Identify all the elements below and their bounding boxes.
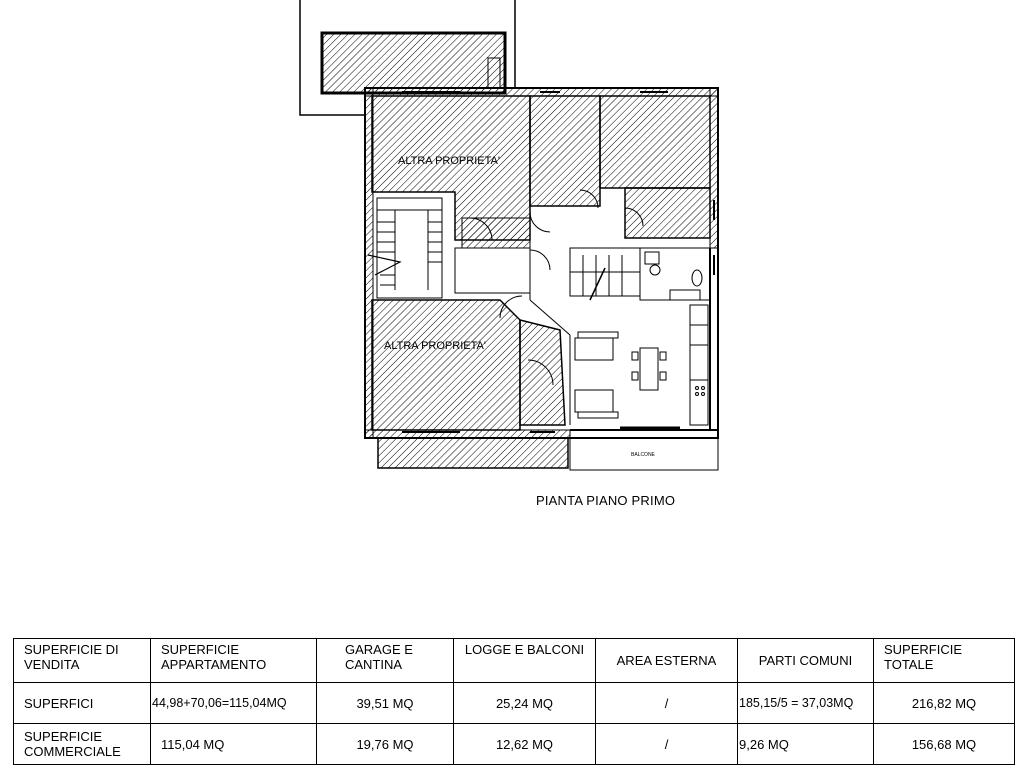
balcony-label: BALCONE bbox=[631, 452, 655, 458]
table-cell: 9,26 MQ bbox=[738, 724, 874, 765]
table-cell: 19,76 MQ bbox=[317, 724, 454, 765]
header-cell: SUPERFICIE APPARTAMENTO bbox=[151, 639, 317, 683]
room-label: ALTRA PROPRIETA' bbox=[398, 155, 500, 167]
table-row bbox=[14, 724, 1015, 765]
table-cell: / bbox=[596, 724, 738, 765]
table-cell: / bbox=[596, 683, 738, 724]
staircase-left bbox=[368, 198, 442, 298]
header-cell: GARAGE E CANTINA bbox=[317, 639, 454, 683]
header-cell: SUPERFICIE TOTALE bbox=[874, 639, 1015, 683]
hatched-areas bbox=[372, 96, 710, 468]
table-cell: 185,15/5 = 37,03MQ bbox=[738, 683, 874, 724]
table-cell: SUPERFICI bbox=[14, 683, 151, 724]
balcony bbox=[570, 428, 718, 470]
table-row bbox=[14, 683, 1015, 724]
table-cell: SUPERFICIE COMMERCIALE bbox=[14, 724, 151, 765]
table-cell: 156,68 MQ bbox=[874, 724, 1015, 765]
header-cell: AREA ESTERNA bbox=[596, 639, 738, 683]
table-cell: 25,24 MQ bbox=[454, 683, 596, 724]
area-table bbox=[13, 638, 1015, 765]
table-header-row bbox=[14, 639, 1015, 683]
table-cell: 216,82 MQ bbox=[874, 683, 1015, 724]
header-cell: SUPERFICIE DI VENDITA bbox=[14, 639, 151, 683]
table-cell: 12,62 MQ bbox=[454, 724, 596, 765]
header-cell: PARTI COMUNI bbox=[738, 639, 874, 683]
room-label: ALTRA PROPRIETA' bbox=[384, 340, 486, 352]
table-cell: 39,51 MQ bbox=[317, 683, 454, 724]
header-cell: LOGGE E BALCONI bbox=[454, 639, 596, 683]
plan-caption: PIANTA PIANO PRIMO bbox=[536, 493, 676, 508]
table-cell: 44,98+70,06=115,04MQ bbox=[151, 683, 317, 724]
table-cell: 115,04 MQ bbox=[151, 724, 317, 765]
